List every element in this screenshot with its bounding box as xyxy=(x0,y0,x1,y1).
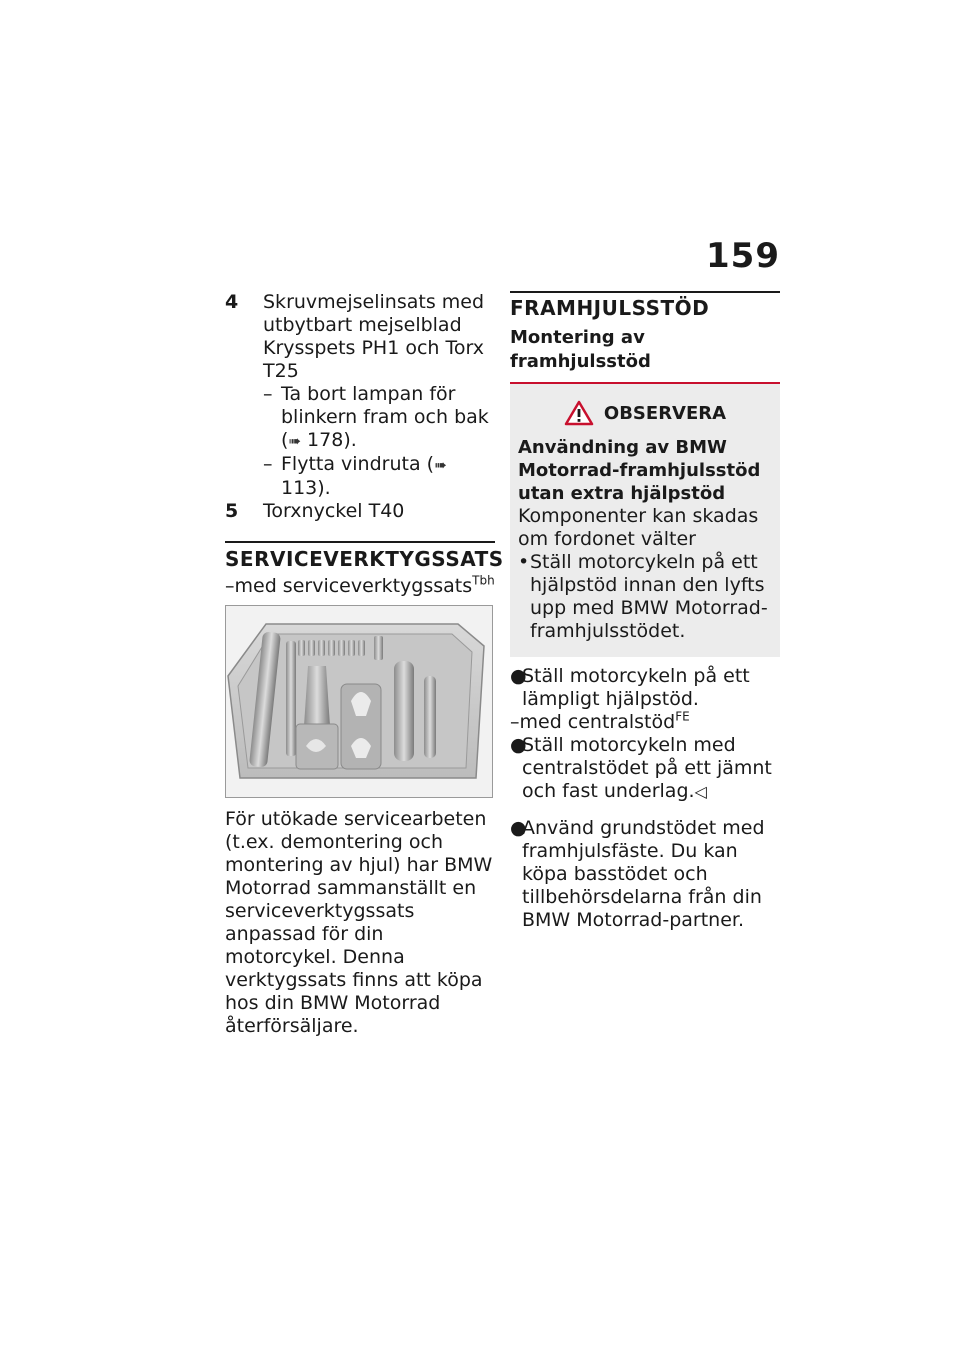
substep: – Ta bort lampan för blinkern fram och bak (➠ 178). xyxy=(263,383,489,451)
substep: – Flytta vindruta (➠ 113). xyxy=(263,453,447,499)
notice-subtitle: Användning av BMW Motorrad-framhjulsstöd utan extra hjälpstöd xyxy=(518,437,761,504)
condition-line: –med serviceverktygssats$^{Tbh}$ xyxy=(225,573,495,597)
step-item: ● Ställ motorcykeln med centralstödet på ett jämnt och fast underlag.◁ xyxy=(510,734,772,802)
tool-kit-illustration xyxy=(226,606,492,797)
item-text: Torxnyckel T40 xyxy=(263,500,405,522)
section-title: FRAMHJULSSTÖD xyxy=(510,296,710,320)
page-reference[interactable]: 113 xyxy=(281,477,318,499)
item-text: Skruvmejselinsats med utbytbart mejselblad Krysspets PH1 och Torx T25 xyxy=(263,291,485,382)
section-body: För utökade servicearbeten (t.ex. demontering och montering av hjul) har BMW Motorrad sammanställt en serviceverktygssats anpassad för din motorcykel. Denna verktygssats finns att köpa hos din BMW Motorrad återförsäljare. xyxy=(225,808,493,1037)
notice-bullet: • Ställ motorcykeln på ett hjälpstöd innan den lyfts upp med BMW Motorrad-framhjulsstödet. xyxy=(518,551,768,642)
condition-code: Tbh xyxy=(472,573,495,588)
subsection-title: Montering av framhjulsstöd xyxy=(510,327,651,372)
section-title: SERVICEVERKTYGSSATS xyxy=(225,547,504,571)
step-item: ● Använd grundstödet med framhjulsfäste. Du kan köpa basstödet och tillbehörsdelarna från din BMW Motorrad-partner. xyxy=(510,817,765,931)
warning-triangle-icon xyxy=(564,400,594,426)
condition-code: FE xyxy=(675,709,690,724)
right-column xyxy=(510,291,780,932)
item-number: 4 xyxy=(225,291,239,313)
end-mark-icon: ◁ xyxy=(694,782,707,801)
item-number: 5 xyxy=(225,500,239,522)
tool-item-4 xyxy=(225,291,495,500)
tool-kit-image xyxy=(225,605,493,798)
left-column xyxy=(225,291,504,1038)
arrow-right-icon: ➠ xyxy=(434,456,447,474)
tool-item-5 xyxy=(225,500,495,523)
condition-line: –med centralstöd$^{FE}$ xyxy=(510,709,690,733)
notice-box xyxy=(510,384,780,657)
notice-text: Komponenter kan skadas om fordonet välter xyxy=(518,505,759,550)
page-number: 159 xyxy=(706,236,780,276)
step-item: ● Ställ motorcykeln på ett lämpligt hjälpstöd. xyxy=(510,665,750,710)
notice-title: OBSERVERA xyxy=(603,402,727,424)
page-reference[interactable]: 178 xyxy=(307,429,344,451)
arrow-right-icon: ➠ xyxy=(288,432,301,450)
